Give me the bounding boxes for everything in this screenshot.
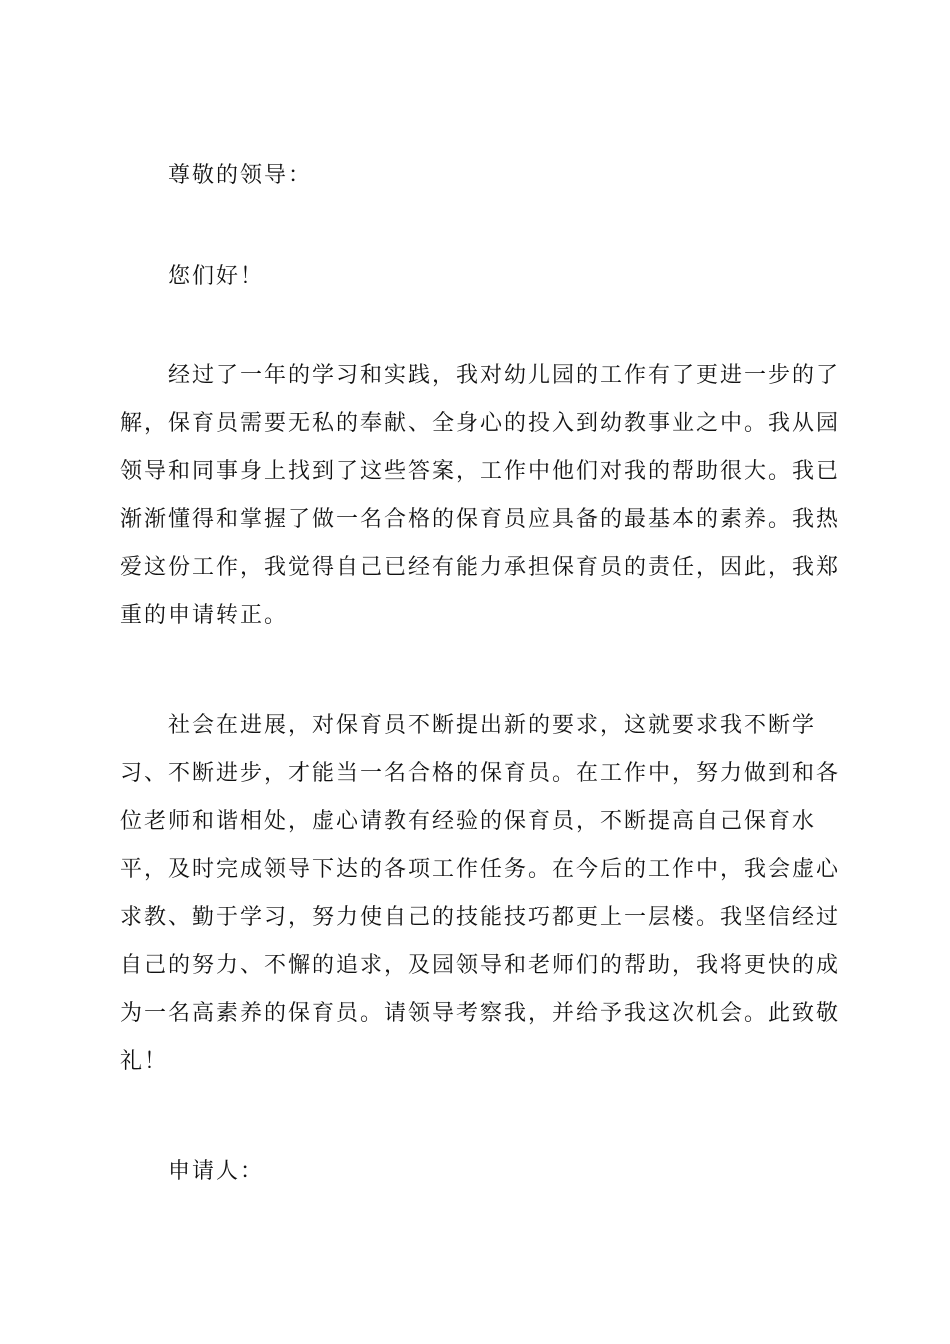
- paragraph-2: 社会在进展，对保育员不断提出新的要求，这就要求我不断学习、不断进步，才能当一名合格的保育员。在工作中，努力做到和各位老师和谐相处，虚心请教有经验的保育员，不断提高自己保育水平，及时完成领导下达的各项工作任务。在今后的工作中，我会虚心求教、勤于学习，努力使自己的技能技巧都更上一层楼。我坚信经过自己的努力、不懈的追求，及园领导和老师们的帮助，我将更快的成为一名高素养的保育员。请领导考察我，并给予我这次机会。此致敬礼！: [120, 713, 841, 1074]
- greeting: 您们好！: [168, 264, 265, 289]
- signature-label: 申请人：: [168, 1159, 265, 1184]
- salutation: 尊敬的领导：: [168, 163, 313, 188]
- paragraph-1: 经过了一年的学习和实践，我对幼儿园的工作有了更进一步的了解，保育员需要无私的奉献、全身心的投入到幼教事业之中。我从园领导和同事身上找到了这些答案，工作中他们对我的帮助很大。我已渐渐懂得和掌握了做一名合格的保育员应具备的最基本的素养。我热爱这份工作，我觉得自己已经有能力承担保育员的责任，因此，我郑重的申请转正。: [120, 363, 841, 628]
